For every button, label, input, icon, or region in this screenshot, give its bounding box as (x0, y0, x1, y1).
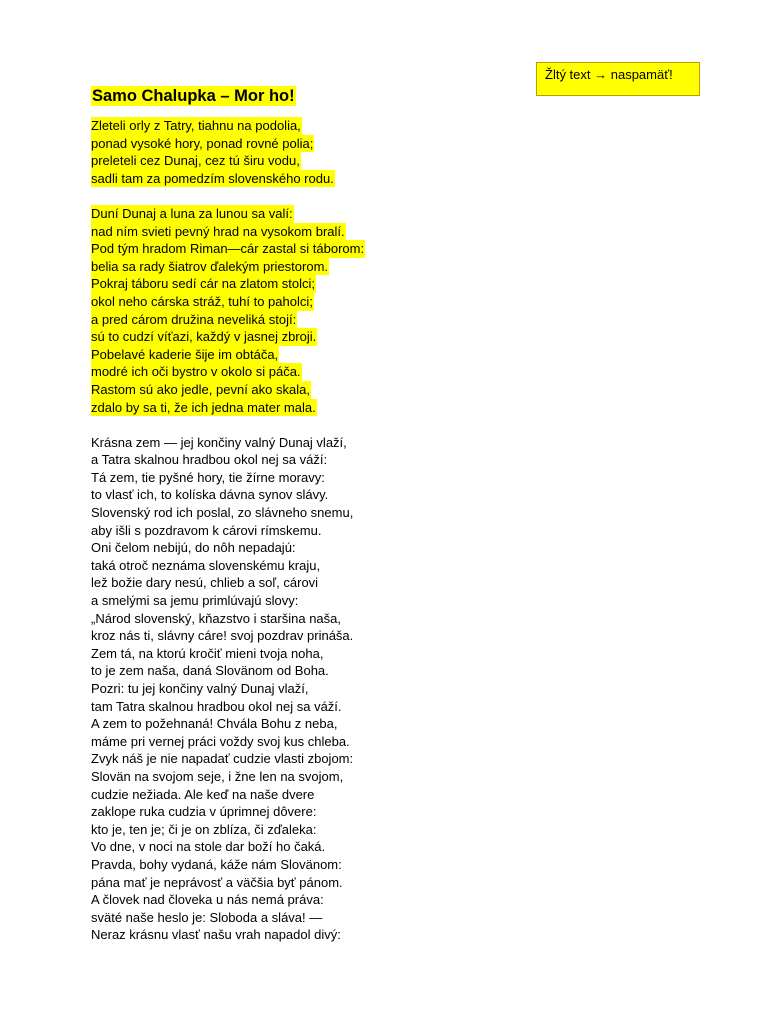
poem-line (91, 680, 365, 698)
poem-line-text: pána mať je neprávosť a väčšia byť pánom. (91, 874, 343, 890)
poem-line (91, 557, 365, 575)
poem-line-text: kroz nás ti, slávny cáre! svoj pozdrav prináša. (91, 628, 354, 644)
poem-line-text: Zleteli orly z Tatry, tiahnu na podolia, (91, 118, 301, 133)
poem-line (91, 592, 365, 610)
poem-line-text: Pod tým hradom Riman—cár zastal si táborom: (91, 241, 365, 257)
poem-line (91, 293, 365, 311)
poem-line (91, 522, 365, 540)
poem-line-text: máme pri vernej práci voždy svoj kus chleba. (91, 733, 350, 749)
poem-line-text: okol neho cárska stráž, tuhí to paholci; (91, 293, 313, 309)
poem-line-text: Duní Dunaj a luna za lunou sa valí: (91, 205, 293, 221)
poem-line (91, 698, 365, 716)
poem-line (91, 909, 365, 927)
poem-line-text: Vo dne, v noci na stole dar boží ho čaká. (91, 839, 326, 855)
poem-line (91, 715, 365, 733)
poem-line-text: nad ním svieti pevný hrad na vysokom bralí. (91, 223, 345, 239)
poem-line (91, 381, 365, 399)
poem-line (91, 311, 365, 329)
poem-line-text: Oni čelom nebijú, do nôh nepadajú: (91, 540, 296, 556)
memorize-note-text: Žltý text → naspamäť! (545, 67, 673, 82)
poem-line (91, 786, 365, 804)
poem-line (91, 328, 365, 346)
poem-line (91, 574, 365, 592)
poem-line (91, 610, 365, 628)
stanza (91, 205, 365, 416)
poem-line (91, 821, 365, 839)
poem-line-text: Pravda, bohy vydaná, káže nám Slovänom: (91, 856, 342, 872)
poem-line (91, 662, 365, 680)
poem-line (91, 645, 365, 663)
poem-line-text: a pred cárom družina neveliká stojí: (91, 311, 297, 327)
poem-line-text: tam Tatra skalnou hradbou okol nej sa váží. (91, 698, 342, 714)
poem-line-text: Krásna zem — jej končiny valný Dunaj vlaží, (91, 434, 347, 450)
poem-line (91, 733, 365, 751)
poem-line (91, 399, 365, 417)
stanza (91, 434, 365, 944)
memorize-note (536, 62, 700, 96)
poem-line-text: Zvyk náš je nie napadať cudzie vlasti zbojom: (91, 751, 354, 767)
poem-line (91, 891, 365, 909)
poem-line-text: sväté naše heslo je: Sloboda a sláva! — (91, 909, 323, 925)
poem-line (91, 363, 365, 381)
poem-line-text: zaklope ruka cudzia v úprimnej dôvere: (91, 804, 317, 820)
poem-line-text: zdalo by sa ti, že ich jedna mater mala. (91, 399, 316, 415)
poem-line-text: „Národ slovenský, kňazstvo i staršina naša, (91, 610, 341, 626)
poem-line-text: Slovän na svojom seje, i žne len na svojom, (91, 768, 344, 784)
poem-line (91, 223, 365, 241)
poem-line (91, 135, 365, 153)
poem-line-text: Pokraj táboru sedí cár na zlatom stolci; (91, 276, 315, 292)
poem-line-text: Pozri: tu jej končiny valný Dunaj vlaží, (91, 681, 309, 696)
poem-line (91, 275, 365, 293)
poem-line-text: a Tatra skalnou hradbou okol nej sa váží: (91, 452, 328, 468)
poem-line-text: ponad vysoké hory, ponad rovné polia; (91, 135, 314, 151)
poem-line (91, 539, 365, 557)
poem-line-text: Rastom sú ako jedle, pevní ako skala, (91, 381, 310, 397)
poem-line-text: aby išli s pozdravom k cárovi rímskemu. (91, 522, 322, 538)
poem-line-text: cudzie nežiada. Ale keď na naše dvere (91, 786, 315, 802)
poem-line (91, 170, 365, 188)
poem-line (91, 451, 365, 469)
poem-line-text: modré ich oči bystro v okolo si páča. (91, 364, 301, 380)
poem-line-text: kto je, ten je; či je on zblíza, či zďaleka: (91, 821, 317, 837)
poem-line-text: to je zem naša, daná Slovänom od Boha. (91, 663, 329, 679)
poem-line (91, 504, 365, 522)
poem-line-text: sú to cudzí víťazi, každý v jasnej zbroji. (91, 329, 317, 345)
poem-line-text: sadli tam za pomedzím slovenského rodu. (91, 170, 334, 186)
poem-line-text: to vlasť ich, to kolíska dávna synov slávy. (91, 487, 329, 503)
poem-line-text: Tá zem, tie pyšné hory, tie žírne moravy: (91, 469, 325, 485)
poem-body (91, 117, 365, 944)
poem-line-text: preleteli cez Dunaj, cez tú širu vodu, (91, 153, 300, 169)
poem-line (91, 346, 365, 364)
poem-line-text: a smelými sa jemu primlúvajú slovy: (91, 593, 299, 609)
poem-line (91, 469, 365, 487)
poem-line (91, 258, 365, 276)
poem-line-text: Zem tá, na ktorú kročiť mieni tvoja noha, (91, 645, 324, 661)
poem-line (91, 768, 365, 786)
poem-line-text: Neraz krásnu vlasť našu vrah napadol divý: (91, 927, 341, 943)
poem-line-text: A človek nad človeka u nás nemá práva: (91, 892, 324, 908)
poem-line (91, 856, 365, 874)
poem-line-text: A zem to požehnaná! Chvála Bohu z neba, (91, 716, 338, 732)
poem-title: Samo Chalupka – Mor ho! (92, 87, 295, 105)
poem-line (91, 838, 365, 856)
poem-line (91, 627, 365, 645)
poem-line-text: lež božie dary nesú, chlieb a soľ, cárovi (91, 575, 319, 591)
poem-line-text: Slovenský rod ich poslal, zo slávneho snemu, (91, 505, 354, 521)
poem-line (91, 205, 365, 223)
poem-line (91, 434, 365, 452)
poem-line (91, 486, 365, 504)
poem-line-text: Pobelavé kaderie šije im obtáča, (91, 346, 279, 362)
poem-line-text: belia sa rady šiatrov ďalekým priestorom. (91, 258, 329, 274)
poem-line (91, 240, 365, 258)
poem-line (91, 926, 365, 944)
poem-line (91, 152, 365, 170)
poem-line (91, 750, 365, 768)
stanza (91, 117, 365, 187)
poem-line (91, 874, 365, 892)
poem-line (91, 803, 365, 821)
poem-line (91, 117, 365, 135)
poem-line-text: taká otroč neznáma slovenskému kraju, (91, 557, 321, 573)
